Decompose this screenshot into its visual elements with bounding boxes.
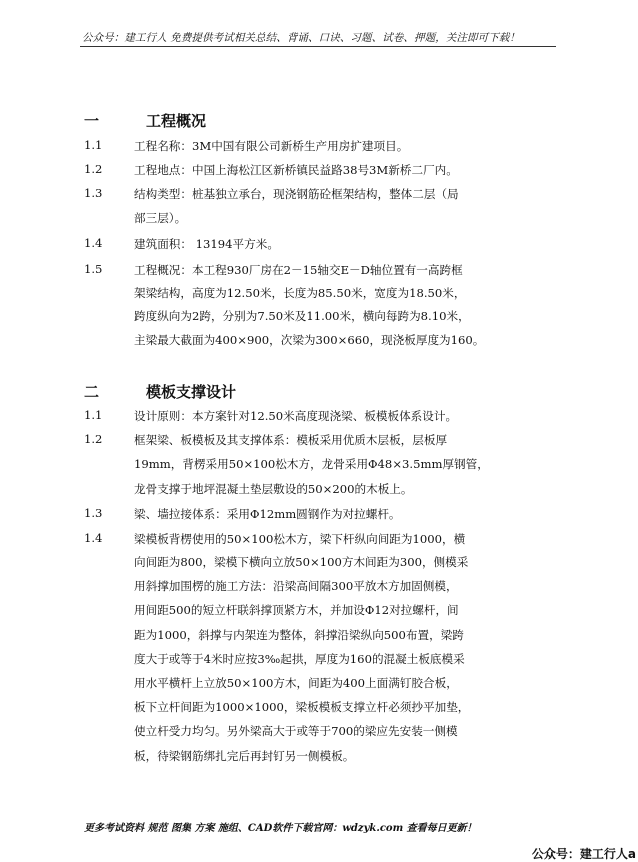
item-text: 部三层）。 — [134, 211, 187, 225]
item-text: 结构类型：桩基独立承台，现浇钢筋砼框架结构，整体二层（局 — [134, 187, 459, 201]
page-footer: 更多考试资料 规范 图集 方案 施组、CAD软件下载官网：wdzyk.com 查看每日更新！ — [84, 823, 477, 834]
item-number: 1.3 — [84, 506, 103, 520]
item-text: 框架梁、板模板及其支撑体系：模板采用优质木层板，层板厚 — [134, 433, 448, 447]
item-text: 龙骨支撑于地坪混凝土垫层敷设的50×200的木板上。 — [134, 482, 413, 496]
item-text: 工程地点：中国上海松江区新桥镇民益路38号3M新桥二厂内。 — [134, 163, 458, 177]
watermark-account: 公众号：建工行人a — [531, 847, 636, 861]
item-text: 建筑面积： 13194平方米。 — [134, 237, 279, 251]
item-text: 19mm，背楞采用50×100松木方，龙骨采用Φ48×3.5mm厚钢管， — [134, 457, 489, 471]
section-title: 模板支撑设计 — [146, 383, 237, 401]
item-text: 工程名称：3M中国有限公司新桥生产用房扩建项目。 — [134, 139, 409, 153]
item-number: 1.5 — [84, 262, 103, 276]
item-number: 1.3 — [84, 186, 103, 200]
item-number: 1.1 — [84, 408, 103, 422]
item-text: 梁、墙拉接体系：采用Φ12mm圆钢作为对拉螺杆。 — [134, 507, 401, 521]
item-number: 1.4 — [84, 531, 103, 545]
item-number: 1.2 — [84, 162, 103, 176]
item-text: 向间距为800，梁模下横向立放50×100方木间距为300，侧模采 — [134, 555, 469, 569]
item-text: 用斜撑加围楞的施工方法：沿梁高间隔300平放木方加固侧模， — [134, 579, 458, 593]
item-text: 主梁最大截面为400×900，次梁为300×660，现浇板厚度为160。 — [134, 333, 485, 347]
section-heading-overview — [84, 110, 206, 131]
page-header: 公众号：建工行人 免费提供考试相关总结、背诵、口诀、习题、试卷、押题，关注即可下载！ — [82, 32, 521, 44]
item-text: 用水平横杆上立放50×100方木，间距为400上面满钉胶合板， — [134, 676, 458, 690]
section-heading-formwork — [84, 381, 236, 402]
item-text: 用间距500的短立杆联斜撑顶紧方木，并加设Φ12对拉螺杆，间 — [134, 603, 459, 617]
item-number: 1.4 — [84, 236, 103, 250]
item-number: 1.1 — [84, 138, 103, 152]
item-text: 使立杆受力均匀。另外梁高大于或等于700的梁应先安装一侧模 — [134, 724, 458, 738]
header-divider — [80, 46, 556, 47]
section-number: 二 — [84, 383, 100, 401]
section-number: 一 — [84, 112, 100, 130]
section-title: 工程概况 — [146, 112, 207, 130]
item-text: 度大于或等于4米时应按3‰起拱，厚度为160的混凝土板底模采 — [134, 652, 465, 666]
item-text: 工程概况：本工程930厂房在2－15轴交E－D轴位置有一高跨框 — [134, 263, 463, 277]
item-text: 梁模板背楞使用的50×100松木方，梁下杆纵向间距为1000，横 — [134, 532, 466, 546]
item-text: 板下立杆间距为1000×1000，梁板模板支撑立杆必须抄平加垫， — [134, 700, 470, 714]
item-text: 跨度纵向为2跨，分别为7.50米及11.00米，横向每跨为8.10米， — [134, 309, 470, 323]
item-number: 1.2 — [84, 432, 103, 446]
item-text: 距为1000，斜撑与内架连为整体，斜撑沿梁纵向500布置，梁跨 — [134, 628, 464, 642]
item-text: 设计原则：本方案针对12.50米高度现浇梁、板模板体系设计。 — [134, 409, 458, 423]
item-text: 架梁结构，高度为12.50米，长度为85.50米，宽度为18.50米， — [134, 286, 466, 300]
item-text: 板，待梁钢筋绑扎完后再封钉另一侧模板。 — [134, 749, 355, 763]
